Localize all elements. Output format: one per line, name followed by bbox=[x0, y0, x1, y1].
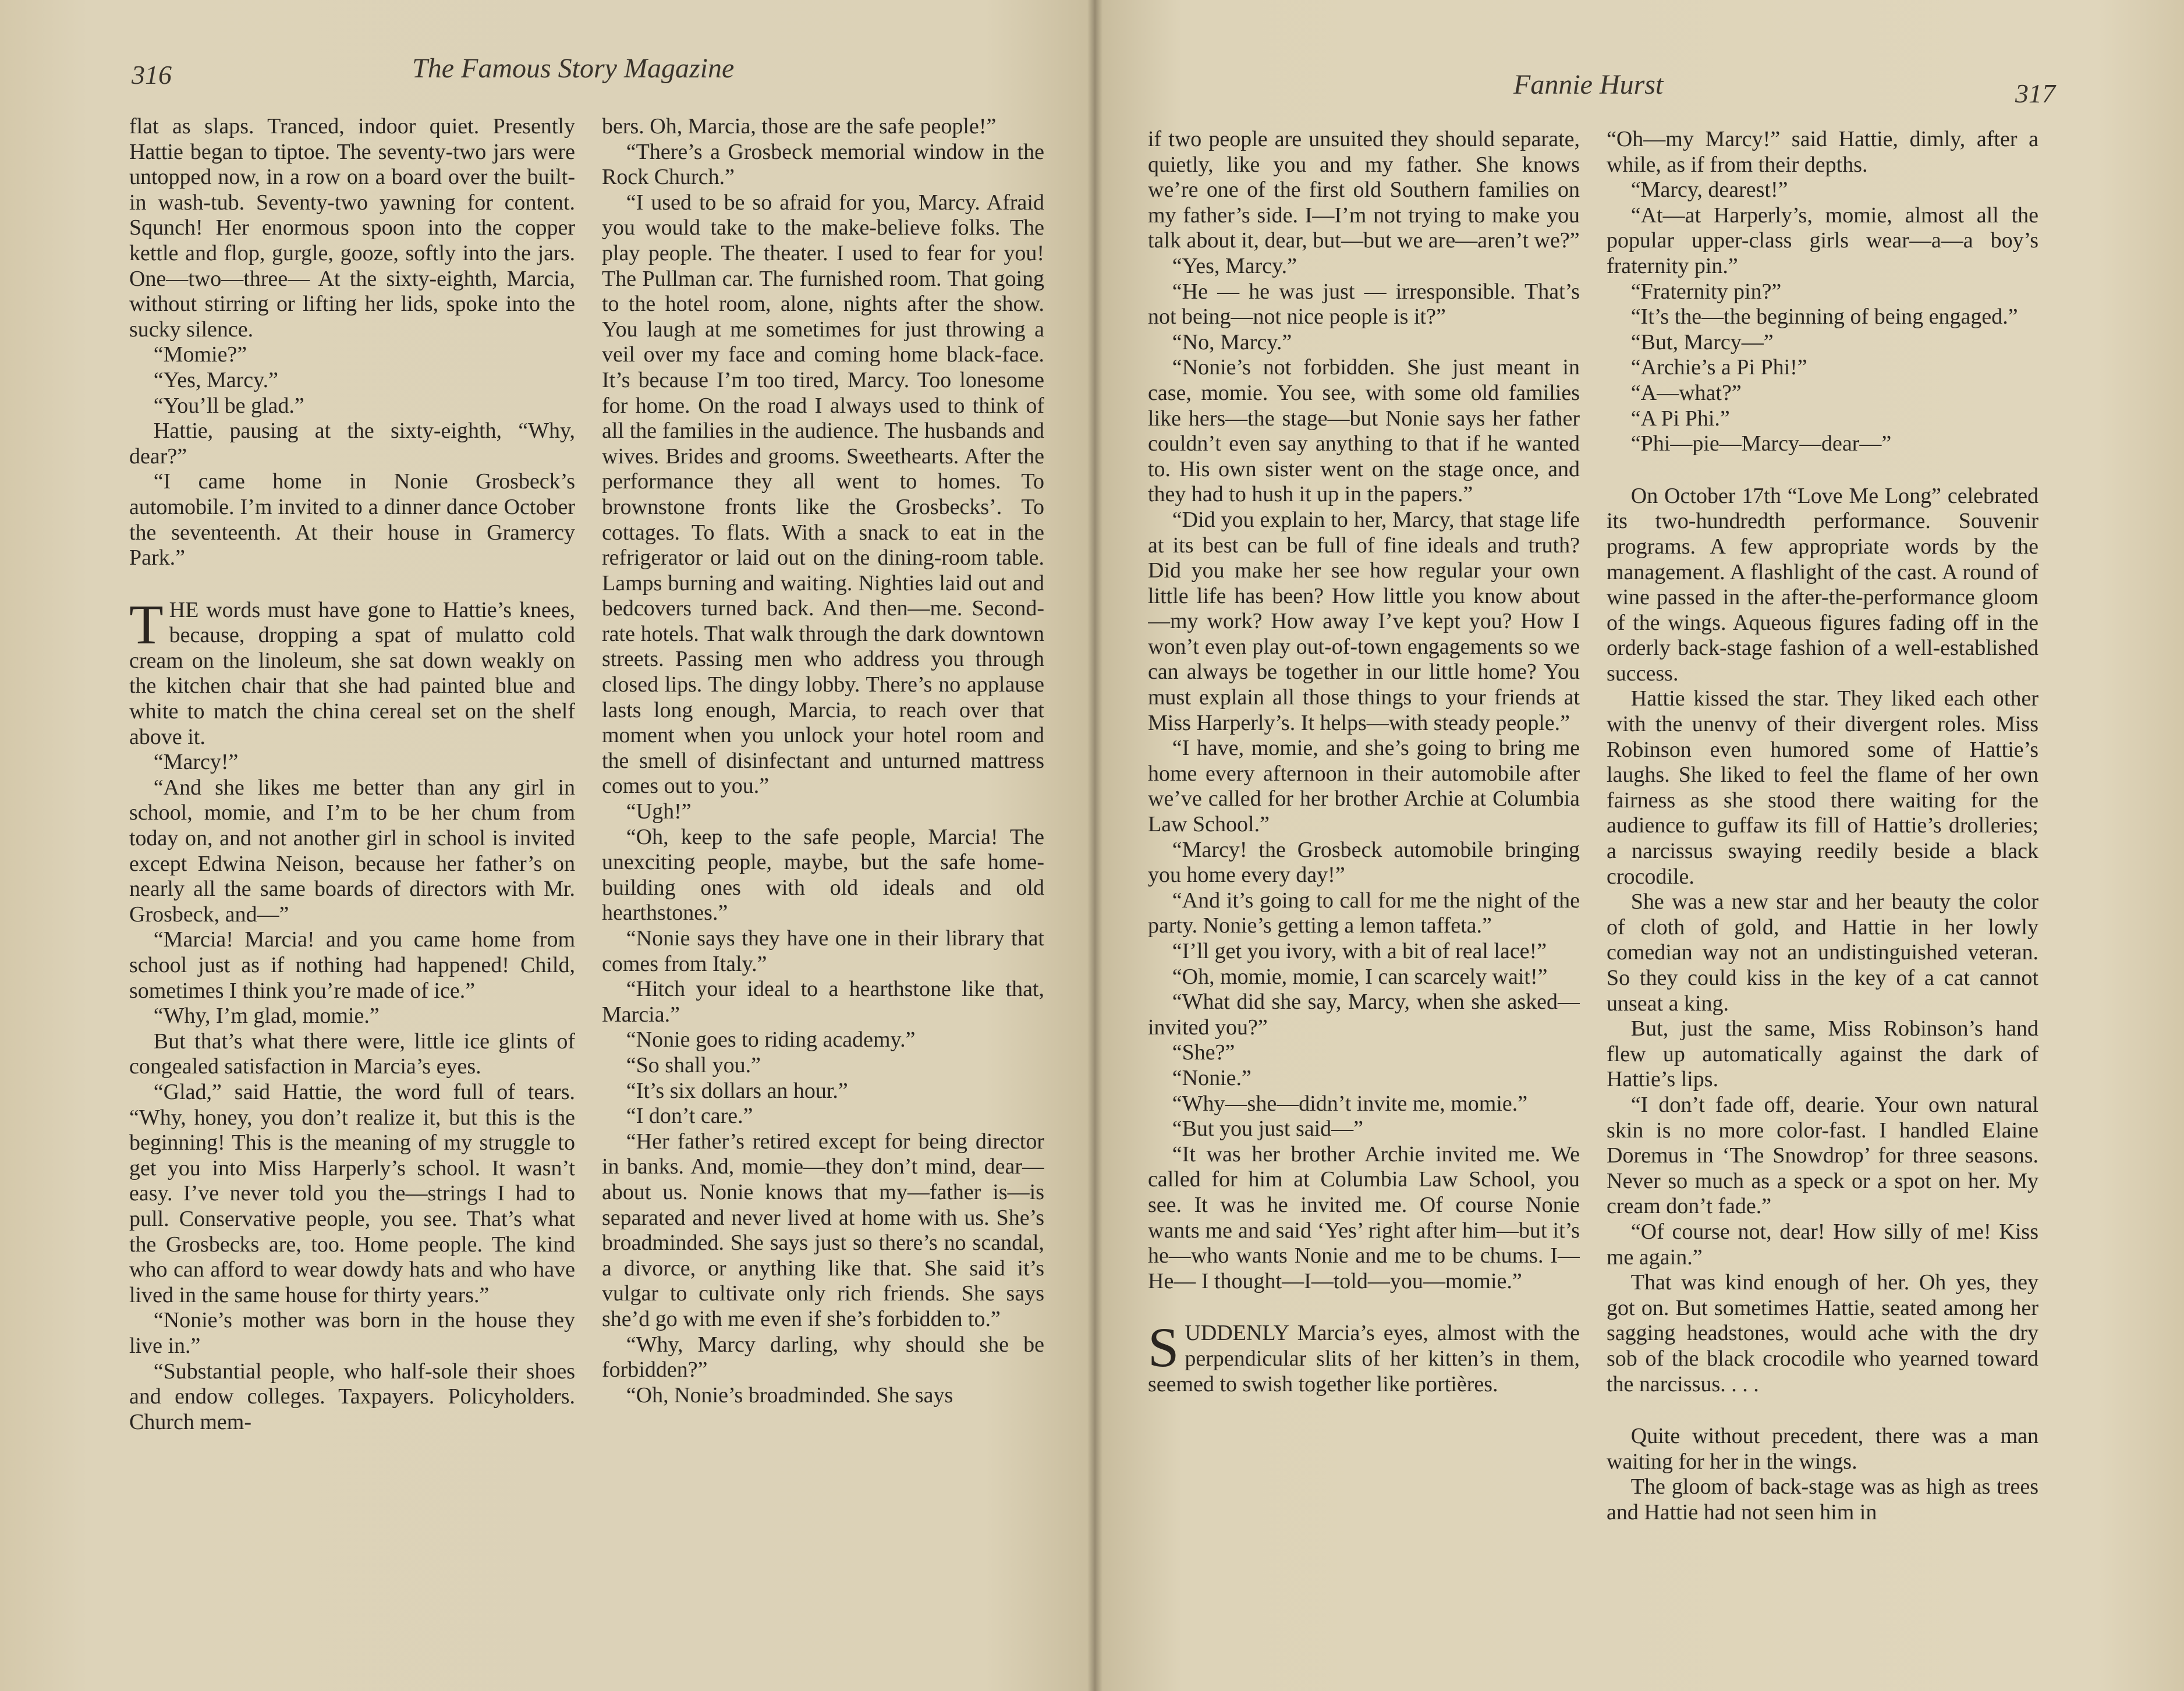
paragraph: UDDENLY Marcia’s eyes, almost with the perpendicular slits of her kitten’s in them, seemed to swish together like portières. bbox=[1148, 1321, 1580, 1396]
paragraph: “It’s six dollars an hour.” bbox=[626, 1078, 848, 1103]
paragraph: “There’s a Grosbeck memorial window in the Rock Church.” bbox=[602, 139, 1044, 190]
paragraph: “Hitch your ideal to a hearthstone like that, Marcia.” bbox=[602, 977, 1044, 1027]
right-page bbox=[1094, 0, 2184, 1691]
paragraph: But, just the same, Miss Robinson’s hand flew up automatically against the dark of Hattie’s lips. bbox=[1607, 1016, 2038, 1092]
paragraph: “Nonie’s mother was born in the house they live in.” bbox=[129, 1308, 575, 1358]
drop-cap: S bbox=[1148, 1316, 1179, 1379]
paragraph: “Marcia! Marcia! and you came home from school just as if nothing had happened! Child, sometimes I think you’re made of ice.” bbox=[129, 927, 575, 1003]
paragraph: That was kind enough of her. Oh yes, they got on. But sometimes Hattie, seated among her sagging headstones, would ache with the dry sob of the black crocodile who yearned toward the narcissus. . . . bbox=[1607, 1270, 2038, 1396]
paragraph: On October 17th “Love Me Long” celebrated its two-hundredth performance. Souvenir programs. A few appropriate words by the management. A flashlight of the cast. A round of wine passed in the after-the-performance gloom of the wings. Aqueous figures fading off in the orderly back-stage fashion of a well-established success. bbox=[1607, 483, 2038, 686]
text-column-1 bbox=[129, 114, 575, 1604]
paragraph: “It’s the—the beginning of being engaged.” bbox=[1630, 304, 2018, 329]
paragraph: “Of course not, dear! How silly of me! Kiss me again.” bbox=[1607, 1219, 2038, 1270]
book-gutter bbox=[1087, 0, 1102, 1691]
paragraph: “Did you explain to her, Marcy, that stage life at its best can be full of fine ideals and truth? Did you make her see how regular your own little life has been? How little you know about—my work? How away I’ve kept you? How I won’t even play out-of-town engagements so we can always be together in our little home? You must explain all those things to your friends at Miss Harperly’s. It helps—with steady people.” bbox=[1148, 507, 1580, 735]
paragraph: “Why, Marcy darling, why should she be forbidden?” bbox=[602, 1332, 1044, 1382]
paragraph: “But you just said—” bbox=[1172, 1116, 1364, 1141]
paragraph: “No, Marcy.” bbox=[1172, 329, 1292, 354]
paragraph: “I’ll get you ivory, with a bit of real lace!” bbox=[1172, 939, 1547, 963]
paragraph: “Oh—my Marcy!” said Hattie, dimly, after a while, as if from their depths. bbox=[1607, 127, 2038, 177]
running-head: The Famous Story Magazine bbox=[412, 53, 735, 84]
paragraph: “He — he was just — irresponsible. That’s not being—not nice people is it?” bbox=[1148, 279, 1580, 329]
paragraph: Hattie kissed the star. They liked each other with the unenvy of their divergent roles. Miss Robinson even humored some of Hattie’s laughs. She liked to feel the flame of her own fairness as she stood there waiting for the audience to guffaw its fill of Hattie’s drolleries; a narcissus swaying reedily beside a black crocodile. bbox=[1607, 686, 2038, 889]
paragraph: Quite without precedent, there was a man waiting for her in the wings. bbox=[1607, 1424, 2038, 1474]
text-column-1 bbox=[1148, 127, 1580, 1623]
paragraph: The gloom of back-stage was as high as trees and Hattie had not seen him in bbox=[1607, 1474, 2038, 1525]
paragraph: “Substantial people, who half-sole their shoes and endow colleges. Taxpayers. Policyholders. Church mem- bbox=[129, 1359, 575, 1434]
paragraph: “Nonie.” bbox=[1172, 1065, 1251, 1090]
paragraph: “A—what?” bbox=[1630, 380, 1742, 405]
paragraph: “You’ll be glad.” bbox=[153, 393, 304, 418]
paragraph: But that’s what there were, little ice glints of congealed satisfaction in Marcia’s eyes. bbox=[129, 1029, 575, 1079]
paragraph: “Momie?” bbox=[153, 342, 247, 367]
paragraph: flat as slaps. Tranced, indoor quiet. Presently Hattie began to tiptoe. The seventy-two jars were untopped now, in a row on a board over the built-in wash-tub. Seventy-two yawning for content. Squnch! Her enormous spoon into the copper kettle and flop, gurgle, gooze, softly into the jars. One—two—three— At the sixty-eighth, Marcia, without stirring or lifting her lids, spoke into the sucky silence. bbox=[129, 114, 575, 342]
page-number: 317 bbox=[2015, 79, 2055, 108]
paragraph: Hattie, pausing at the sixty-eighth, “Why, dear?” bbox=[129, 419, 575, 469]
paragraph: “And she likes me better than any girl in school, momie, and I’m to be her chum from today on, and not another girl in school is invited except Edwina Neison, because her father’s on nearly all the same boards of directors with Mr. Grosbeck, and—” bbox=[129, 775, 575, 927]
paragraph: if two people are unsuited they should separate, quietly, like you and my father. She knows we’re one of the first old Southern families on my father’s side. I—I’m not trying to make you talk about it, dear, but—but we are—aren’t we?” bbox=[1148, 127, 1580, 253]
paragraph: “Nonie says they have one in their library that comes from Italy.” bbox=[602, 926, 1044, 976]
text-column-2 bbox=[602, 114, 1044, 1604]
paragraph: “Her father’s retired except for being director in banks. And, momie—they don’t mind, dear—about us. Nonie knows that my—father is—is separated and never lived at home with us. She’s broadminded. She says just so there’s no scandal, a divorce, or anything like that. She said it’s vulgar to cultivate only rich friends. She says she’d go with me even if she’s forbidden to.” bbox=[602, 1129, 1044, 1331]
paragraph: “At—at Harperly’s, momie, almost all the popular upper-class girls wear—a—a boy’s fraternity pin.” bbox=[1607, 203, 2038, 278]
paragraph: HE words must have gone to Hattie’s knees, because, dropping a spat of mulatto cold cream on the linoleum, she sat down weakly on the kitchen chair that she had painted blue and white to match the china cereal set on the shelf above it. bbox=[129, 597, 575, 749]
paragraph: “Archie’s a Pi Phi!” bbox=[1630, 355, 1807, 380]
paragraph: “Marcy! the Grosbeck automobile bringing you home every day!” bbox=[1148, 837, 1580, 888]
paragraph: “Marcy!” bbox=[153, 750, 239, 775]
paragraph: “Glad,” said Hattie, the word full of tears. “Why, honey, you don’t realize it, but this is the beginning! This is the meaning of my struggle to get you into Miss Harperly’s school. It wasn’t easy. I’ve never told you the—strings I had to pull. Conservative people, you see. That’s what the Grosbecks are, too. Home people. The kind who can afford to wear dowdy hats and who have lived in the same house for thirty years.” bbox=[129, 1079, 575, 1307]
page-number: 316 bbox=[132, 60, 172, 90]
paragraph: “So shall you.” bbox=[626, 1052, 761, 1077]
paragraph: bers. Oh, Marcia, those are the safe people!” bbox=[602, 114, 997, 139]
paragraph: “And it’s going to call for me the night of the party. Nonie’s getting a lemon taffeta.” bbox=[1148, 888, 1580, 938]
paragraph: “But, Marcy—” bbox=[1630, 329, 1774, 354]
running-head: Fannie Hurst bbox=[1513, 69, 1664, 100]
drop-cap: T bbox=[129, 593, 164, 655]
paragraph: “Why—she—didn’t invite me, momie.” bbox=[1172, 1091, 1528, 1116]
paragraph: “Phi—pie—Marcy—dear—” bbox=[1630, 431, 1892, 456]
paragraph: “I don’t fade off, dearie. Your own natural skin is no more color-fast. I handled Elaine Doremus in ‘The Snowdrop’ for three seasons. Never so much as a speck or a spot on her. My cream don’t fade.” bbox=[1607, 1092, 2038, 1219]
paragraph: “I came home in Nonie Grosbeck’s automobile. I’m invited to a dinner dance October the seventeenth. At their house in Gramercy Park.” bbox=[129, 469, 575, 570]
paragraph: “Yes, Marcy.” bbox=[1172, 253, 1297, 278]
paragraph: “Why, I’m glad, momie.” bbox=[153, 1004, 380, 1029]
paragraph: “Oh, Nonie’s broadminded. She says bbox=[626, 1382, 953, 1408]
paragraph: “I don’t care.” bbox=[626, 1104, 753, 1129]
paragraph: “A Pi Phi.” bbox=[1630, 406, 1730, 431]
paragraph: “Oh, keep to the safe people, Marcia! The unexciting people, maybe, but the safe home-building ones with old ideals and old hearthstones.” bbox=[602, 824, 1044, 926]
paragraph: “It was her brother Archie invited me. We called for him at Columbia Law School, you see. It was he invited me. Of course Nonie wants me and said ‘Yes’ right after him—but it’s he—who wants Nonie and me to be chums. I— He— I thought—I—told—you—momie.” bbox=[1148, 1141, 1580, 1293]
paragraph: “Marcy, dearest!” bbox=[1630, 178, 1788, 203]
section-opening bbox=[129, 593, 575, 750]
paragraph: “What did she say, Marcy, when she asked—invited you?” bbox=[1148, 990, 1580, 1040]
paragraph: “Yes, Marcy.” bbox=[153, 367, 279, 392]
text-column-2 bbox=[1607, 127, 2038, 1623]
paragraph: She was a new star and her beauty the color of cloth of gold, and Hattie in her lowly comedian way not an undistinguished veteran. So they could kiss in the key of a cat cannot unseat a king. bbox=[1607, 889, 2038, 1016]
paragraph: “I have, momie, and she’s going to bring me home every afternoon in their automobile after we’ve called for her brother Archie at Columbia Law School.” bbox=[1148, 736, 1580, 837]
paragraph: “I used to be so afraid for you, Marcy. Afraid you would take to the make-believe folks. The play people. The theater. I used to fear for you! The Pullman car. The furnished room. That going to the hotel room, alone, nights after the show. You laugh at me sometimes for just throwing a veil over my face and coming home black-face. It’s because I’m too tired, Marcy. Too lonesome for home. On the road I always used to think of all the families in the audience. The husbands and wives. Brides and grooms. Sweethearts. After the performance they all went to homes. To brownstone fronts like the Grosbecks’. To cottages. To flats. With a snack to eat in the refrigerator or laid out on the dining-room table. Lamps burning and waiting. Nighties laid out and bedcovers turned back. And then—me. Second-rate hotels. That walk through the dark downtown streets. Passing men who address you through closed lips. The dingy lobby. There’s no applause lasts long enough, Marcia, to reach over that moment when you unlock your hotel room and the smell of disinfectant and unturned mattress comes out to you.” bbox=[602, 190, 1044, 799]
paragraph: “Nonie goes to riding academy.” bbox=[626, 1027, 916, 1052]
paragraph: “Oh, momie, momie, I can scarcely wait!” bbox=[1172, 964, 1548, 989]
paragraph: “Ugh!” bbox=[626, 799, 692, 824]
paragraph: “Nonie’s not forbidden. She just meant in case, momie. You see, with some old families like hers—the stage—but Nonie says her father couldn’t even say anything to that if he wanted to. His own sister went on the stage once, and they had to hush it up in the papers.” bbox=[1148, 355, 1580, 507]
paragraph: “She?” bbox=[1172, 1040, 1235, 1065]
section-opening bbox=[1148, 1316, 1580, 1397]
paragraph: “Fraternity pin?” bbox=[1630, 279, 1782, 304]
